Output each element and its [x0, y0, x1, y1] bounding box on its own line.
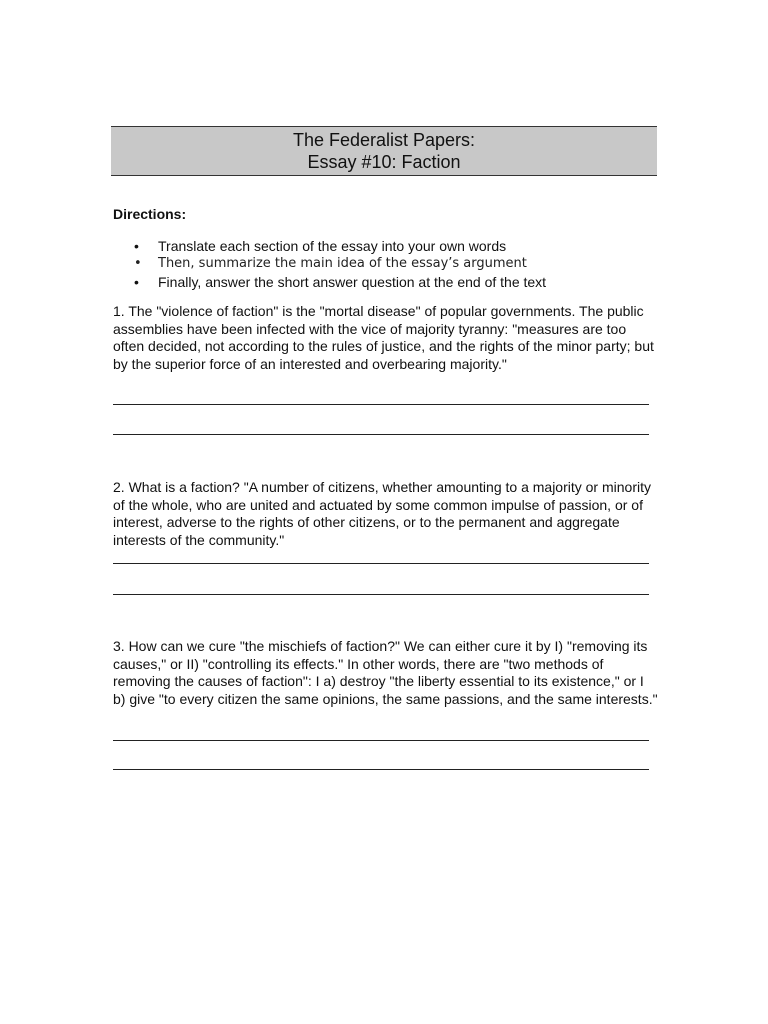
- directions-item-text: Finally, answer the short answer question at the end of the text: [158, 274, 547, 290]
- title-box: [111, 126, 657, 176]
- directions-item-2: [113, 255, 546, 273]
- section-2-text: 2. What is a faction? "A number of citizens, whether amounting to a majority or minority of the whole, who are united and actuated by some common impulse of passion, or of interest, adverse to the rights of other citizens, or to the permanent and aggregate interests of the community.": [113, 479, 651, 548]
- bullet-icon: •: [134, 238, 139, 254]
- answer-line-2b[interactable]: [113, 594, 649, 595]
- answer-line-1b[interactable]: [113, 434, 649, 435]
- answer-line-3a[interactable]: [113, 740, 649, 741]
- bullet-icon: •: [134, 256, 142, 271]
- directions-item-1: [113, 237, 546, 255]
- directions-label: Directions:: [113, 206, 187, 222]
- title-line-1: The Federalist Papers:: [292, 130, 476, 150]
- section-3-text: 3. How can we cure "the mischiefs of faction?" We can either cure it by I) "removing its causes," or II) "controlling its effects." In other words, there are "two methods of removing the causes of faction": I a) destroy "the liberty essential to its existence," or I b) give "to every citizen the same opinions, the same passions, and the same interests.": [113, 638, 658, 707]
- answer-line-2a[interactable]: [113, 563, 649, 564]
- directions-list: [113, 237, 546, 291]
- directions-item-3: [113, 273, 546, 291]
- answer-line-1a[interactable]: [113, 404, 649, 405]
- directions-item-text: Then, summarize the main idea of the essay’s argument: [158, 256, 527, 271]
- section-1-text: 1. The "violence of faction" is the "mortal disease" of popular governments. The public assemblies have been infected with the vice of majority tyranny: "measures are too often decided, not according to the rules of justice, and the rights of the minor party; but by the superior force of an interested and overbearing majority.": [113, 303, 654, 372]
- answer-line-3b[interactable]: [113, 769, 649, 770]
- title-line-2: Essay #10: Faction: [307, 152, 461, 172]
- directions-item-text: Translate each section of the essay into your own words: [158, 238, 507, 254]
- bullet-icon: •: [134, 274, 139, 290]
